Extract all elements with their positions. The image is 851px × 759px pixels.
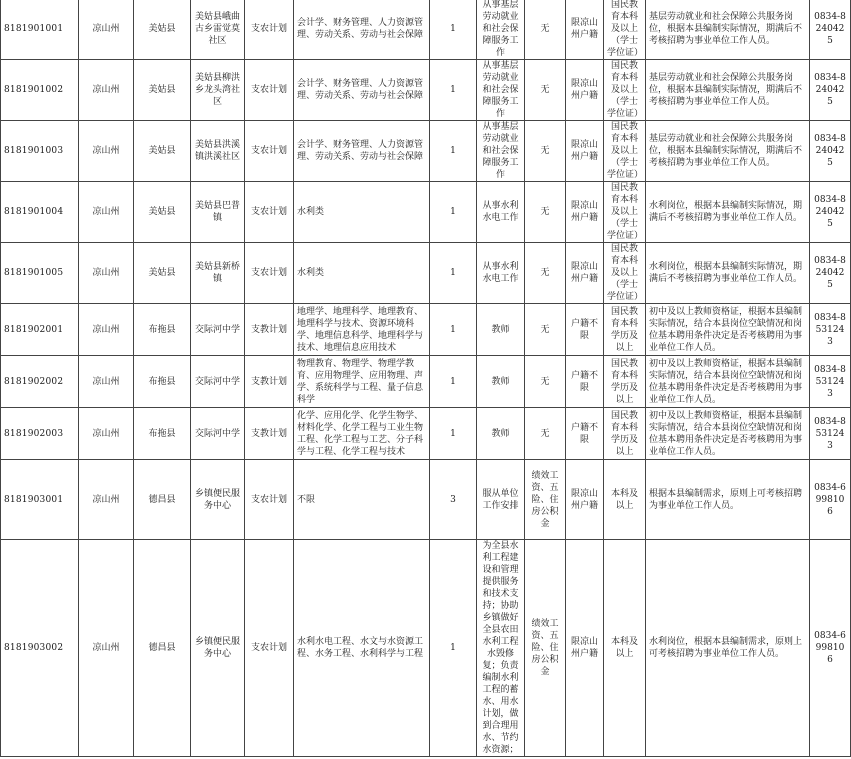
post-code: 8181902002 bbox=[1, 356, 79, 408]
city-cell: 凉山州 bbox=[79, 0, 134, 60]
duty-cell: 教师 bbox=[477, 356, 525, 408]
unit-cell: 交际河中学 bbox=[191, 304, 245, 356]
phone-cell: 0834-6998106 bbox=[810, 460, 851, 540]
duty-cell: 服从单位工作安排 bbox=[477, 460, 525, 540]
phone-cell: 0834-8531243 bbox=[810, 356, 851, 408]
education-cell: 国民教育本科及以上（学士学位证） bbox=[604, 60, 646, 121]
count-cell: 1 bbox=[430, 0, 477, 60]
education-cell: 国民教育本科及以上（学士学位证） bbox=[604, 243, 646, 304]
hukou-cell: 限凉山州户籍 bbox=[566, 182, 604, 243]
county-cell: 德昌县 bbox=[134, 460, 191, 540]
education-cell: 国民教育本科学历及以上 bbox=[604, 408, 646, 460]
education-cell: 国民教育本科学历及以上 bbox=[604, 304, 646, 356]
duty-cell: 教师 bbox=[477, 304, 525, 356]
plan-cell: 支农计划 bbox=[245, 60, 294, 121]
post-code: 8181902001 bbox=[1, 304, 79, 356]
city-cell: 凉山州 bbox=[79, 243, 134, 304]
note-cell: 基层劳动就业和社会保障公共服务岗位，根据本县编制实际情况，期满后不考核招聘为事业单位工作人员。 bbox=[646, 60, 810, 121]
major-cell: 会计学、财务管理、人力资源管理、劳动关系、劳动与社会保障 bbox=[294, 0, 430, 60]
note-cell: 根据本县编制需求，原则上可考核招聘为事业单位工作人员。 bbox=[646, 460, 810, 540]
duty-cell: 从事水利水电工作 bbox=[477, 243, 525, 304]
note-cell: 水利岗位，根据本县编制需求，原则上可考核招聘为事业单位工作人员。 bbox=[646, 540, 810, 757]
education-cell: 国民教育本科及以上（学士学位证） bbox=[604, 0, 646, 60]
major-cell: 水利类 bbox=[294, 243, 430, 304]
city-cell: 凉山州 bbox=[79, 304, 134, 356]
table-row bbox=[1, 60, 851, 121]
duty-cell: 从事基层劳动就业和社会保障服务工作 bbox=[477, 0, 525, 60]
hukou-cell: 户籍不限 bbox=[566, 356, 604, 408]
plan-cell: 支农计划 bbox=[245, 460, 294, 540]
post-code: 8181901004 bbox=[1, 182, 79, 243]
phone-cell: 0834-8240425 bbox=[810, 0, 851, 60]
county-cell: 美姑县 bbox=[134, 243, 191, 304]
phone-cell: 0834-8240425 bbox=[810, 182, 851, 243]
unit-cell: 美姑县新桥镇 bbox=[191, 243, 245, 304]
plan-cell: 支农计划 bbox=[245, 540, 294, 757]
table-row bbox=[1, 121, 851, 182]
table-row bbox=[1, 0, 851, 60]
city-cell: 凉山州 bbox=[79, 121, 134, 182]
unit-cell: 乡镇便民服务中心 bbox=[191, 460, 245, 540]
table-row bbox=[1, 460, 851, 540]
phone-cell: 0834-8531243 bbox=[810, 408, 851, 460]
table-row bbox=[1, 356, 851, 408]
note-cell: 初中及以上教师资格证，根据本县编制实际情况，结合本县岗位空缺情况和岗位基本聘用条件决定是否考核聘用为事业单位工作人员。 bbox=[646, 304, 810, 356]
hukou-cell: 限凉山州户籍 bbox=[566, 0, 604, 60]
county-cell: 德昌县 bbox=[134, 540, 191, 757]
count-cell: 1 bbox=[430, 304, 477, 356]
city-cell: 凉山州 bbox=[79, 182, 134, 243]
plan-cell: 支教计划 bbox=[245, 408, 294, 460]
major-cell: 水利水电工程、水文与水资源工程、水务工程、水利科学与工程 bbox=[294, 540, 430, 757]
phone-cell: 0834-8531243 bbox=[810, 304, 851, 356]
post-code: 8181901002 bbox=[1, 60, 79, 121]
count-cell: 1 bbox=[430, 408, 477, 460]
city-cell: 凉山州 bbox=[79, 356, 134, 408]
hukou-cell: 限凉山州户籍 bbox=[566, 60, 604, 121]
pay-cell: 绩效工资、五险、住房公积金 bbox=[525, 460, 566, 540]
education-cell: 本科及以上 bbox=[604, 460, 646, 540]
pay-cell: 无 bbox=[525, 408, 566, 460]
duty-cell: 从事基层劳动就业和社会保障服务工作 bbox=[477, 121, 525, 182]
hukou-cell: 户籍不限 bbox=[566, 304, 604, 356]
count-cell: 3 bbox=[430, 460, 477, 540]
post-code: 8181901005 bbox=[1, 243, 79, 304]
plan-cell: 支农计划 bbox=[245, 182, 294, 243]
plan-cell: 支农计划 bbox=[245, 0, 294, 60]
unit-cell: 乡镇便民服务中心 bbox=[191, 540, 245, 757]
post-code: 8181903001 bbox=[1, 460, 79, 540]
county-cell: 美姑县 bbox=[134, 121, 191, 182]
count-cell: 1 bbox=[430, 182, 477, 243]
table-row bbox=[1, 304, 851, 356]
county-cell: 布拖县 bbox=[134, 304, 191, 356]
major-cell: 会计学、财务管理、人力资源管理、劳动关系、劳动与社会保障 bbox=[294, 121, 430, 182]
major-cell: 物理教育、物理学、物理学教育、应用物理学、应用物理、声学、系统科学与工程、量子信息科学 bbox=[294, 356, 430, 408]
duty-cell: 从事基层劳动就业和社会保障服务工作 bbox=[477, 60, 525, 121]
note-cell: 基层劳动就业和社会保障公共服务岗位，根据本县编制实际情况，期满后不考核招聘为事业单位工作人员。 bbox=[646, 121, 810, 182]
major-cell: 水利类 bbox=[294, 182, 430, 243]
pay-cell: 无 bbox=[525, 182, 566, 243]
major-cell: 会计学、财务管理、人力资源管理、劳动关系、劳动与社会保障 bbox=[294, 60, 430, 121]
plan-cell: 支农计划 bbox=[245, 121, 294, 182]
post-code: 8181901003 bbox=[1, 121, 79, 182]
duty-cell: 教师 bbox=[477, 408, 525, 460]
education-cell: 国民教育本科及以上（学士学位证） bbox=[604, 182, 646, 243]
hukou-cell: 限凉山州户籍 bbox=[566, 243, 604, 304]
count-cell: 1 bbox=[430, 121, 477, 182]
note-cell: 初中及以上教师资格证，根据本县编制实际情况，结合本县岗位空缺情况和岗位基本聘用条件决定是否考核聘用为事业单位工作人员。 bbox=[646, 356, 810, 408]
table-row bbox=[1, 408, 851, 460]
county-cell: 美姑县 bbox=[134, 182, 191, 243]
pay-cell: 无 bbox=[525, 356, 566, 408]
city-cell: 凉山州 bbox=[79, 408, 134, 460]
duty-cell: 从事水利水电工作 bbox=[477, 182, 525, 243]
unit-cell: 美姑县柳洪乡龙头湾社区 bbox=[191, 60, 245, 121]
table-row bbox=[1, 243, 851, 304]
table-row bbox=[1, 540, 851, 757]
hukou-cell: 限凉山州户籍 bbox=[566, 121, 604, 182]
education-cell: 国民教育本科及以上（学士学位证） bbox=[604, 121, 646, 182]
post-code: 8181902003 bbox=[1, 408, 79, 460]
pay-cell: 无 bbox=[525, 121, 566, 182]
post-code: 8181903002 bbox=[1, 540, 79, 757]
plan-cell: 支农计划 bbox=[245, 243, 294, 304]
county-cell: 美姑县 bbox=[134, 60, 191, 121]
pay-cell: 无 bbox=[525, 0, 566, 60]
note-cell: 初中及以上教师资格证，根据本县编制实际情况，结合本县岗位空缺情况和岗位基本聘用条件决定是否考核聘用为事业单位工作人员。 bbox=[646, 408, 810, 460]
count-cell: 1 bbox=[430, 60, 477, 121]
city-cell: 凉山州 bbox=[79, 460, 134, 540]
note-cell: 基层劳动就业和社会保障公共服务岗位，根据本县编制实际情况，期满后不考核招聘为事业单位工作人员。 bbox=[646, 0, 810, 60]
note-cell: 水利岗位，根据本县编制实际情况，期满后不考核招聘为事业单位工作人员。 bbox=[646, 243, 810, 304]
plan-cell: 支教计划 bbox=[245, 356, 294, 408]
hukou-cell: 户籍不限 bbox=[566, 408, 604, 460]
major-cell: 地理学、地理科学、地理教育、地理科学与技术、资源环境科学、地理信息科学、地理科学与技术、地理信息应用技术 bbox=[294, 304, 430, 356]
count-cell: 1 bbox=[430, 243, 477, 304]
count-cell: 1 bbox=[430, 356, 477, 408]
major-cell: 不限 bbox=[294, 460, 430, 540]
unit-cell: 美姑县洪溪镇洪溪社区 bbox=[191, 121, 245, 182]
unit-cell: 交际河中学 bbox=[191, 356, 245, 408]
education-cell: 本科及以上 bbox=[604, 540, 646, 757]
pay-cell: 无 bbox=[525, 243, 566, 304]
unit-cell: 交际河中学 bbox=[191, 408, 245, 460]
city-cell: 凉山州 bbox=[79, 540, 134, 757]
hukou-cell: 限凉山州户籍 bbox=[566, 540, 604, 757]
county-cell: 布拖县 bbox=[134, 408, 191, 460]
pay-cell: 绩效工资、五险、住房公积金 bbox=[525, 540, 566, 757]
phone-cell: 0834-6998106 bbox=[810, 540, 851, 757]
duty-cell: 为全县水利工程建设和管理提供服务和技术支持；协助乡镇做好全县农田水利工程水毁修复；负责编制水利工程的蓄水、用水计划，做到合理用水、节约水资源； bbox=[477, 540, 525, 757]
count-cell: 1 bbox=[430, 540, 477, 757]
pay-cell: 无 bbox=[525, 304, 566, 356]
phone-cell: 0834-8240425 bbox=[810, 60, 851, 121]
hukou-cell: 限凉山州户籍 bbox=[566, 460, 604, 540]
unit-cell: 美姑县峨曲古乡雷觉莫社区 bbox=[191, 0, 245, 60]
phone-cell: 0834-8240425 bbox=[810, 121, 851, 182]
table-row bbox=[1, 182, 851, 243]
county-cell: 布拖县 bbox=[134, 356, 191, 408]
plan-cell: 支教计划 bbox=[245, 304, 294, 356]
city-cell: 凉山州 bbox=[79, 60, 134, 121]
unit-cell: 美姑县巴普镇 bbox=[191, 182, 245, 243]
county-cell: 美姑县 bbox=[134, 0, 191, 60]
phone-cell: 0834-8240425 bbox=[810, 243, 851, 304]
post-code: 8181901001 bbox=[1, 0, 79, 60]
note-cell: 水利岗位，根据本县编制实际情况，期满后不考核招聘为事业单位工作人员。 bbox=[646, 182, 810, 243]
education-cell: 国民教育本科学历及以上 bbox=[604, 356, 646, 408]
major-cell: 化学、应用化学、化学生物学、材料化学、化学工程与工业生物工程、化学工程与工艺、分子科学与工程、化学工程与技术 bbox=[294, 408, 430, 460]
pay-cell: 无 bbox=[525, 60, 566, 121]
